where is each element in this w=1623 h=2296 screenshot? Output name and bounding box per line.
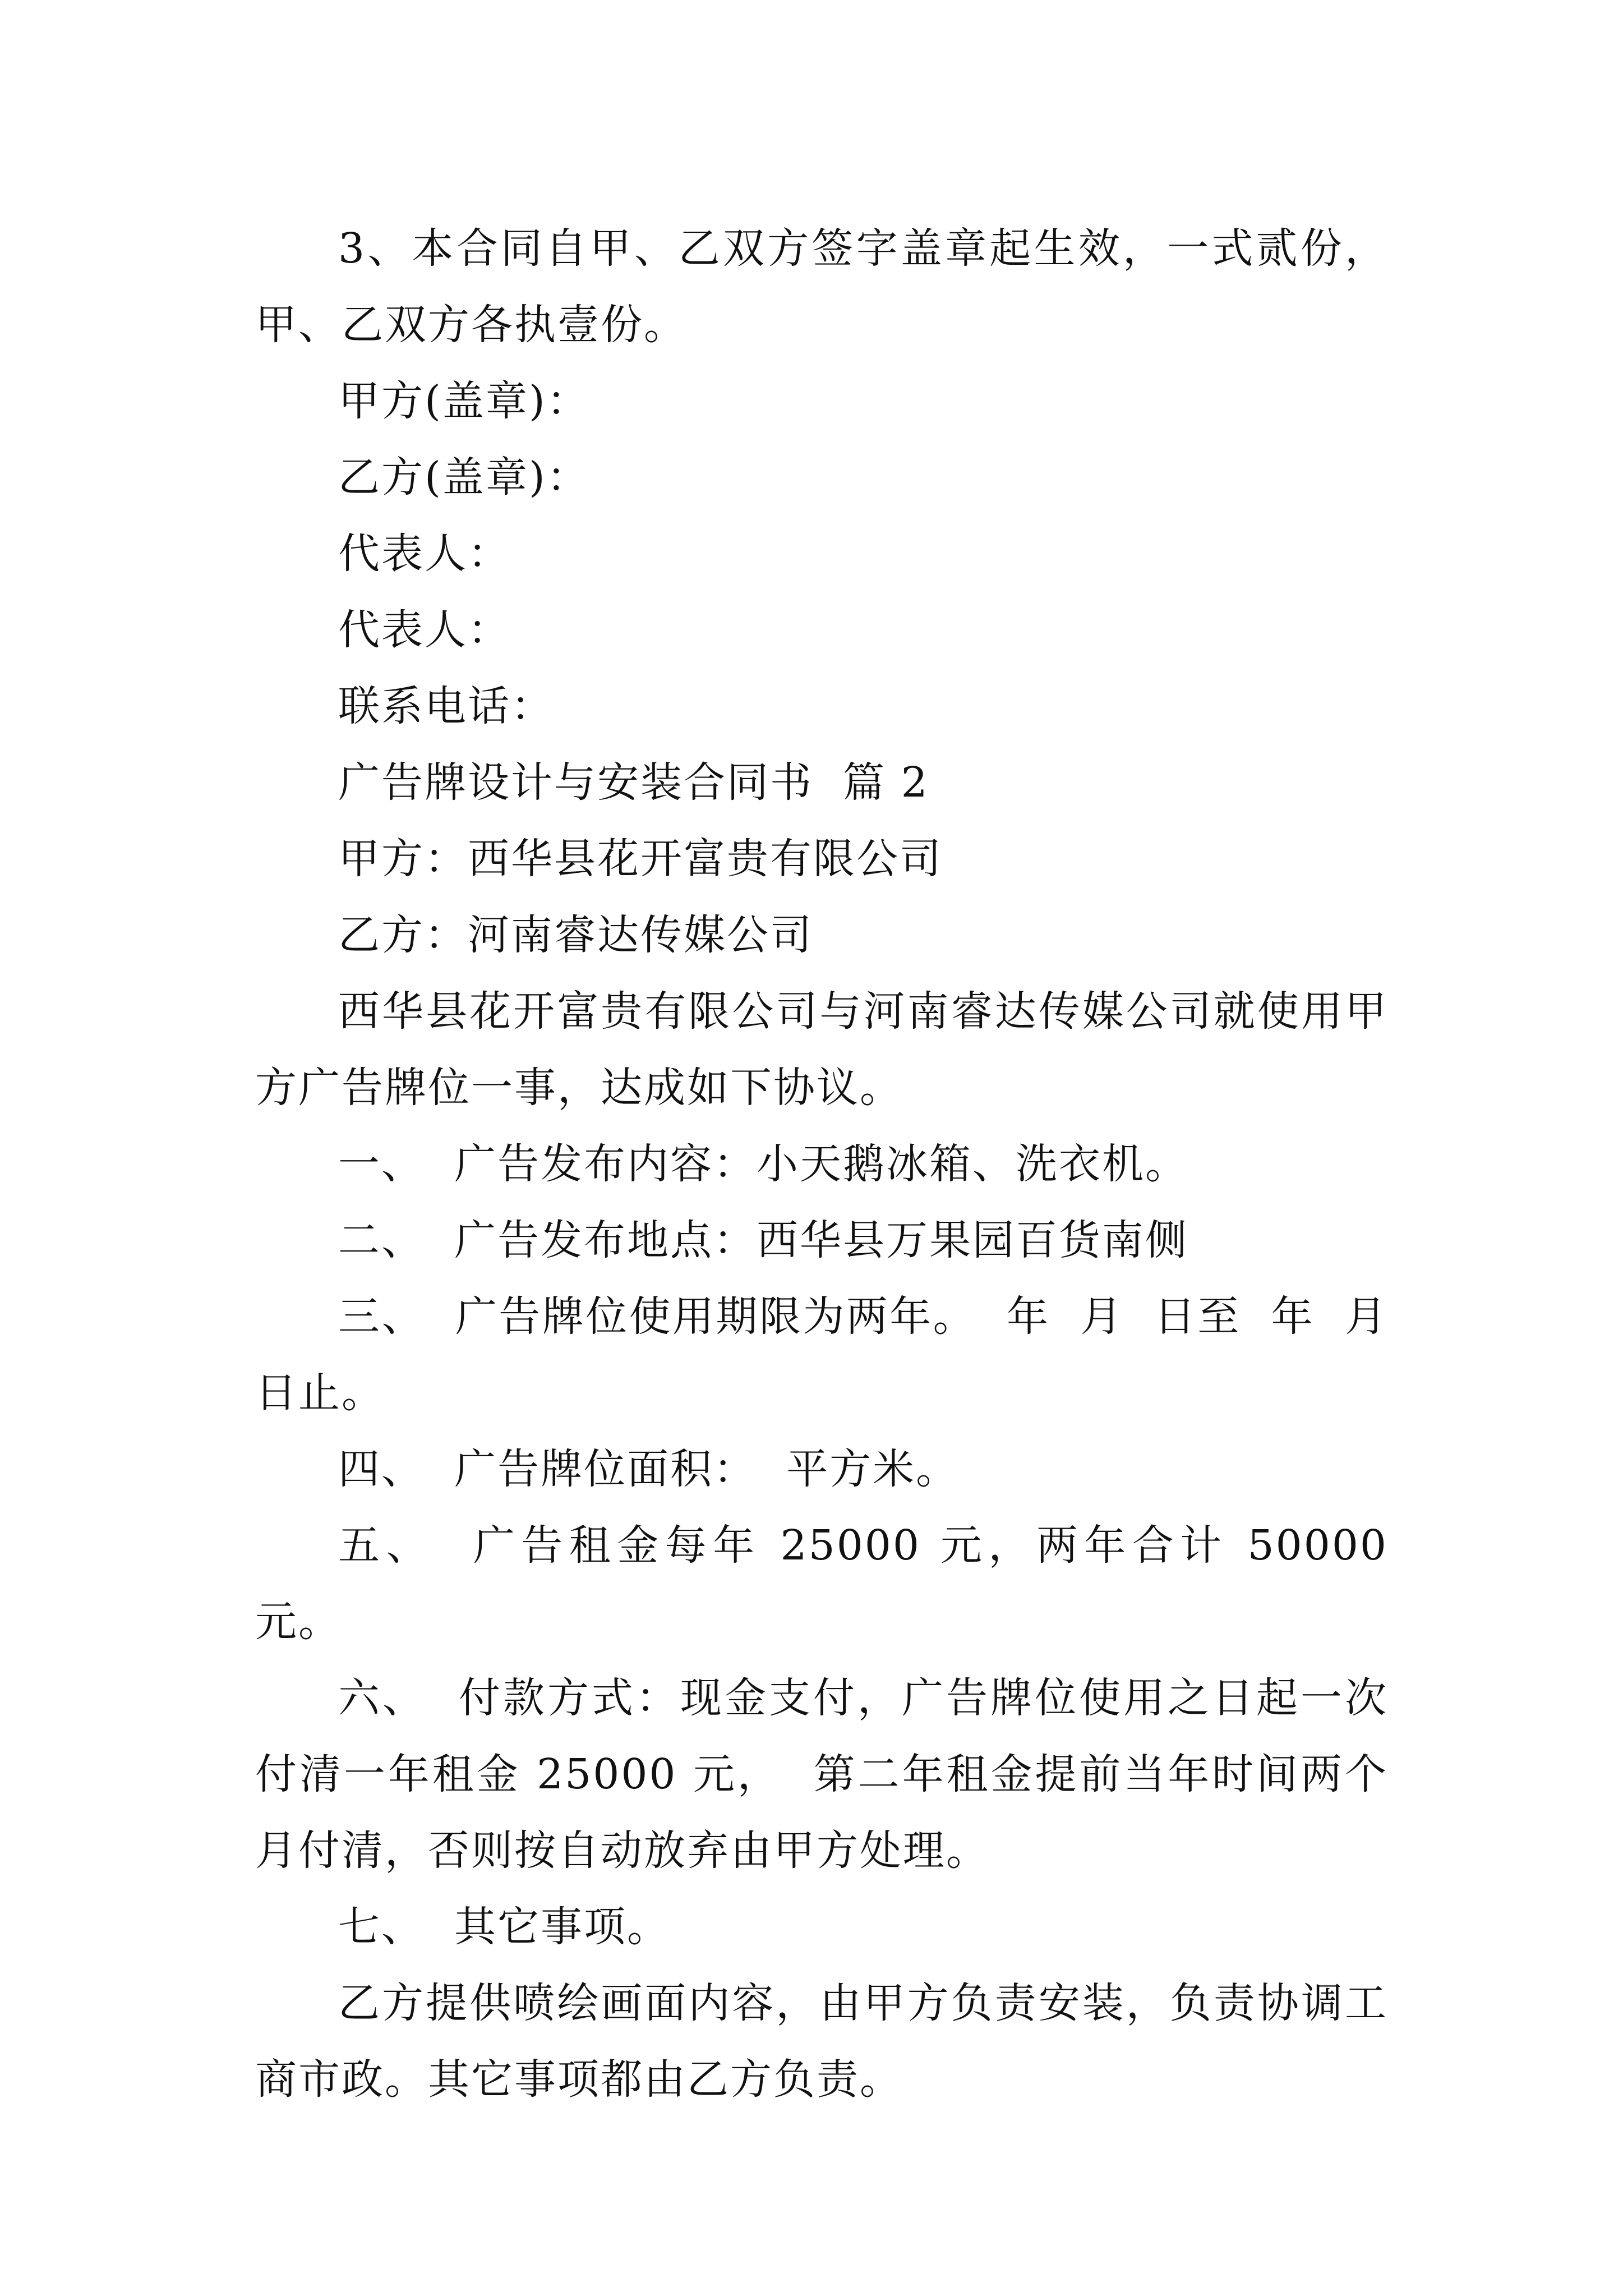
representative-line-b: 代表人：: [338, 606, 511, 654]
clause-2: 二、 广告发布地点：西华县万果园百货南侧: [338, 1216, 1189, 1264]
clause-7: 七、 其它事项。: [338, 1903, 671, 1951]
party-b-line: 乙方：河南睿达传媒公司: [338, 911, 813, 959]
clause-1: 一、 广告发布内容：小天鹅冰箱、洗衣机。: [338, 1140, 1189, 1188]
clause-7-detail: 乙方提供喷绘画面内容，由甲方负责安装，负责协调工商市政。其它事项都由乙方负责。: [255, 1979, 1388, 2104]
clause-4: 四、 广告牌位面积： 平方米。: [338, 1445, 960, 1493]
paragraph-effective-clause: 3、本合同自甲、乙双方签字盖章起生效，一式贰份，甲、乙双方各执壹份。: [255, 224, 1388, 349]
clause-5: 五、 广告租金每年 25000 元，两年合计 50000 元。: [255, 1521, 1403, 1646]
representative-line-a: 代表人：: [338, 530, 511, 578]
party-a-seal-line: 甲方(盖章)：: [338, 377, 590, 425]
clause-3: 三、 广告牌位使用期限为两年。 年 月 日至 年 月日止。: [255, 1292, 1388, 1417]
clause-6: 六、 付款方式：现金支付，广告牌位使用之日起一次付清一年租金 25000 元， 第二年租金提前当年时间两个月付清，否则按自动放弃由甲方处理。: [255, 1674, 1388, 1875]
party-a-line: 甲方：西华县花开富贵有限公司: [338, 835, 943, 883]
section-title: 广告牌设计与安装合同书 篇 2: [338, 758, 929, 807]
agreement-intro: 西华县花开富贵有限公司与河南睿达传媒公司就使用甲方广告牌位一事，达成如下协议。: [255, 987, 1388, 1112]
document-body: [255, 210, 1403, 2118]
party-b-seal-line: 乙方(盖章)：: [338, 453, 590, 501]
contact-phone-line: 联系电话：: [338, 682, 554, 730]
